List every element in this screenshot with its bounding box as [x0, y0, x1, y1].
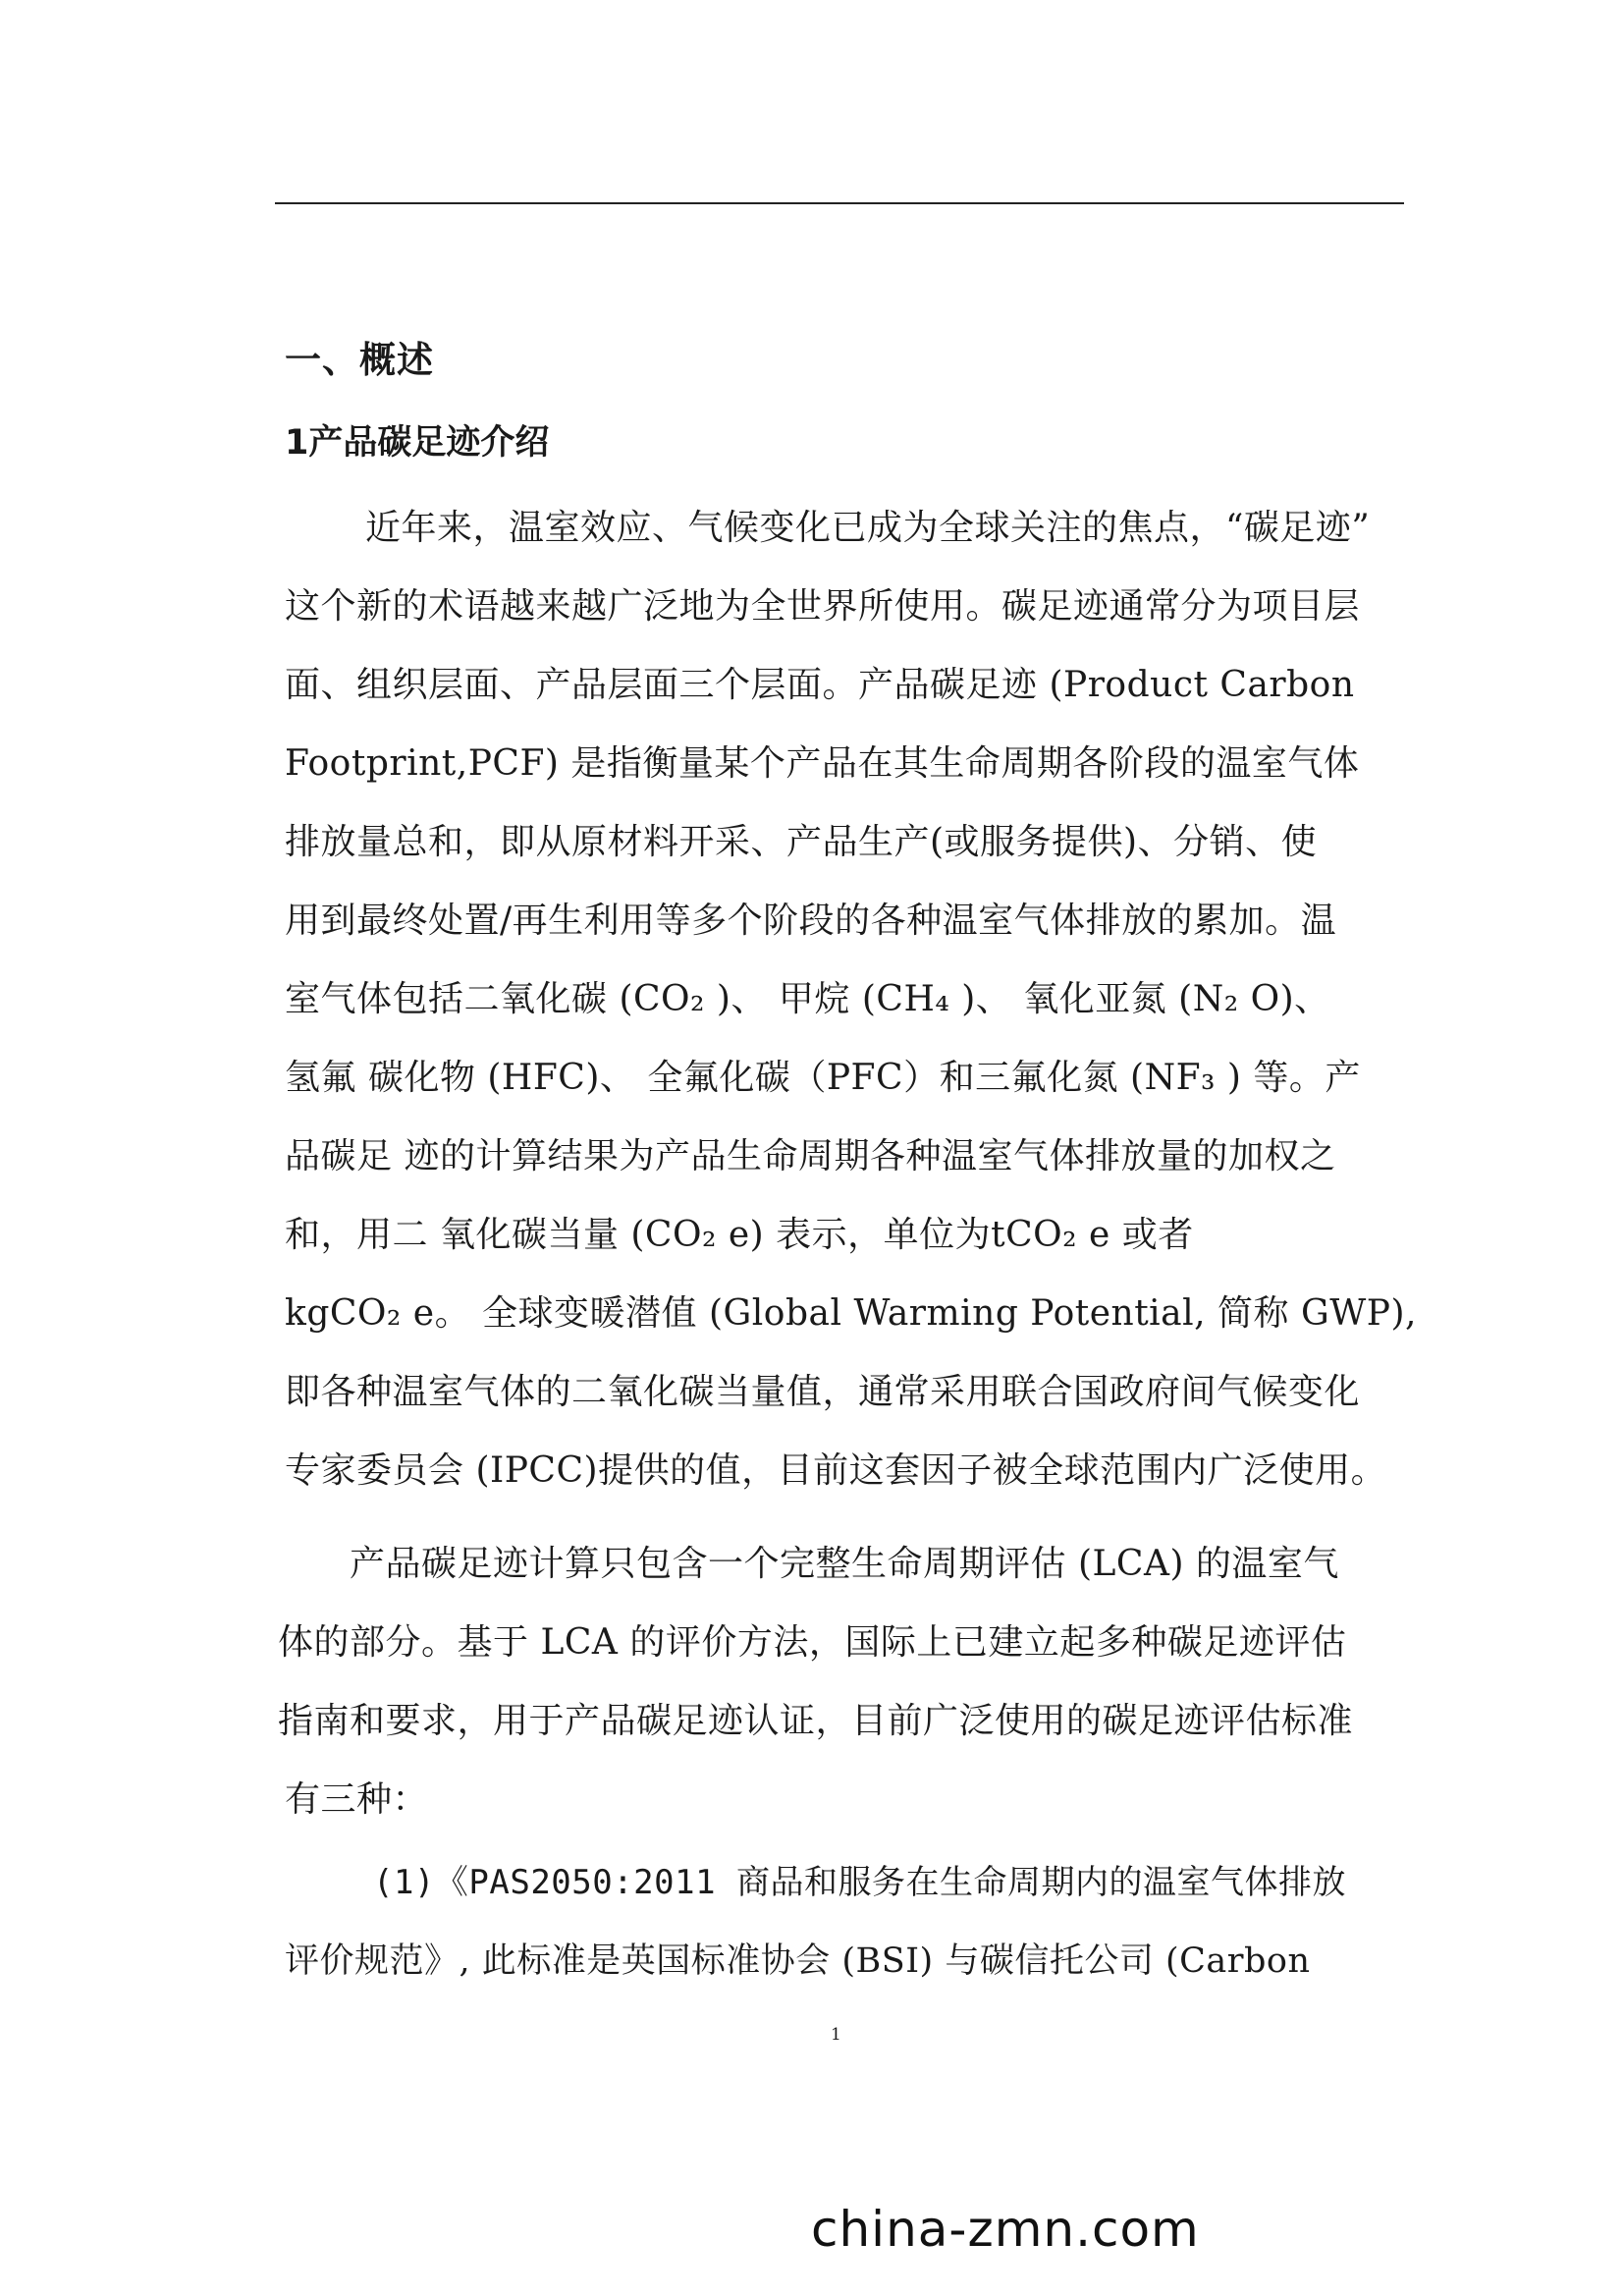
paragraph-line: 这个新的术语越来越广泛地为全世界所使用。碳足迹通常分为项目层: [285, 586, 1361, 627]
paragraph-line: 排放量总和，即从原材料开采、产品生产(或服务提供)、分销、使: [285, 822, 1318, 862]
subsection-heading: 1产品碳足迹介绍: [285, 423, 550, 463]
paragraph-line: 有三种：: [285, 1779, 429, 1820]
paragraph-line: 产品碳足迹计算只包含一个完整生命周期评估 (LCA) 的温室气: [350, 1544, 1339, 1584]
page-number: 1: [831, 2025, 841, 2045]
paragraph-line: 用到最终处置/再生利用等多个阶段的各种温室气体排放的累加。温: [285, 901, 1337, 941]
header-rule: [275, 202, 1404, 204]
paragraph-line: 室气体包括二氧化碳 (CO₂ )、 甲烷 (CH₄ )、 氧化亚氮 (N₂ O)、: [285, 979, 1330, 1019]
watermark-text: china-zmn.com: [811, 2201, 1200, 2258]
paragraph-line: kgCO₂ e。 全球变暖潜值 (Global Warming Potential, 简称 GWP),: [285, 1293, 1417, 1334]
paragraph-line: 和，用二 氧化碳当量 (CO₂ e) 表示，单位为tCO₂ e 或者: [285, 1215, 1194, 1255]
paragraph-line: 体的部分。基于 LCA 的评价方法，国际上已建立起多种碳足迹评估: [278, 1622, 1347, 1663]
paragraph-line: 氢氟 碳化物 (HFC)、 全氟化碳（PFC）和三氟化氮 (NF₃ ) 等。产: [285, 1058, 1361, 1098]
paragraph-line: 专家委员会 (IPCC)提供的值，目前这套因子被全球范围内广泛使用。: [285, 1450, 1387, 1491]
section-heading: 一、概述: [285, 339, 434, 381]
paragraph-line: 品碳足 迹的计算结果为产品生命周期各种温室气体排放量的加权之: [285, 1136, 1336, 1176]
paragraph-line: Footprint,PCF) 是指衡量某个产品在其生命周期各阶段的温室气体: [285, 743, 1360, 784]
paragraph-line: 即各种温室气体的二氧化碳当量值，通常采用联合国政府间气候变化: [285, 1372, 1361, 1412]
paragraph-line: (1)《PAS2050:2011 商品和服务在生命周期内的温室气体排放: [373, 1863, 1347, 1902]
paragraph-line: 指南和要求，用于产品碳足迹认证，目前广泛使用的碳足迹评估标准: [278, 1701, 1354, 1741]
paragraph-line: 面、组织层面、产品层面三个层面。产品碳足迹 (Product Carbon: [285, 665, 1355, 705]
paragraph-line: 近年来，温室效应、气候变化已成为全球关注的焦点，“碳足迹”: [365, 508, 1371, 548]
paragraph-line: 评价规范》, 此标准是英国标准协会 (BSI) 与碳信托公司 (Carbon: [285, 1941, 1311, 1981]
